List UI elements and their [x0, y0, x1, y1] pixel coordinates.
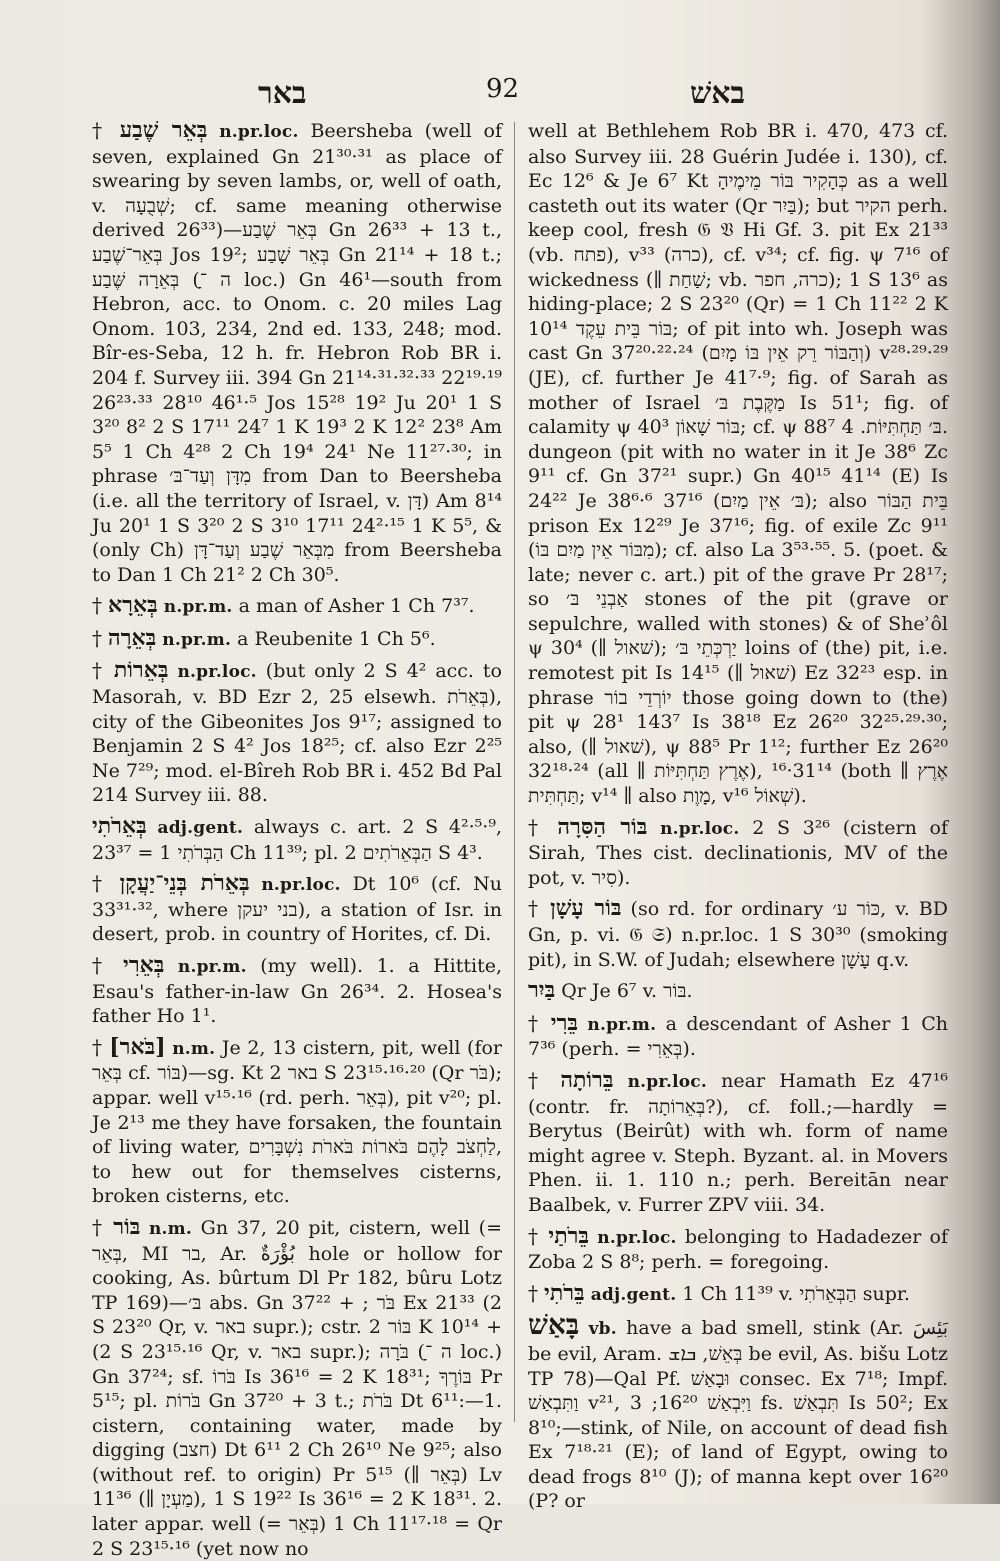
- headword: בֵּרוֹתָה: [560, 1066, 614, 1093]
- entry-body: Qr Je 6⁷ v. בּוֹר.: [561, 980, 693, 1003]
- lexicon-entry: [528, 1308, 949, 1514]
- entry-body: well at Bethlehem Rob BR i. 470, 473 cf. also Survey iii. 28 Guérin Judée i. 130), cf. Ec 12⁶ & Je 6⁷ Kt כְּהָקִיר בּוֹר מֵימֶיהָ as a well casteth out its water (Qr בַּיִר); but הקיר perh. keep cool, fresh 𝔊 𝔙 Hi Gf. 3. pit Ex 21³³ (vb. פתח), v³³ (כרה), cf. v³⁴; cf. fig. ψ 7¹⁶ of wickedness (∥ שַׁחַת; vb. כרה, חפר); 1 S 13⁶ as hiding-place; 2 S 23²⁰ (Qr) = 1 Ch 11²² 2 K 10¹⁴ בּוֹר בֵּית עֵקֶד; of pit into wh. Joseph was cast Gn 37²⁰·²²·²⁴ (וְהַבּוֹר רֵק אֵין בּוֹ מָיִם) v²⁸·²⁹·²⁹ (JE), cf. further Je 41⁷·⁹; fig. of Sarah as mother of Israel מַקֶּבֶת בּ׳ Is 51¹; fig. of calamity ψ 40³ בּוֹר שָׁאוֹן; cf. ψ 88⁷ בּ׳ תַּחְתִּיּוֹת. 4. dungeon (pit with no water in it Je 38⁶ Zc 9¹¹ cf. Gn 37²¹ supr.) Gn 40¹⁵ 41¹⁴ (E) Is 24²² Je 38⁶·⁶ 37¹⁶ (בּ׳ אֵין מַיִם); also בֵּית הַבּוֹר prison Ex 12²⁹ Je 37¹⁶; fig. of exile Zc 9¹¹ (מִבּוֹר אֵין מַיִם בּוֹ); cf. also La 3⁵³·⁵⁵. 5. (poet. & late; never c. art.) pit of the grave Pr 28¹⁷; so אַבְנֵי בּ׳ stones of the pit (grave or sepulchre, walled with stones) & of Sheʾôl ψ 30⁴ (∥ שׁאול); יַרְכְּתֵי בּ׳ loins of (the) pit, i.e. remotest pit Is 14¹⁵ (∥ שׁאול) Ez 32²³ esp. in phrase יוֹרְדֵי בוֹר those going down to (the) pit ψ 28¹ 143⁷ Is 38¹⁸ Ez 26²⁰ 32²⁵·²⁹·³⁰; also, (∥ שׁאול), ψ 88⁵ Pr 1¹²; further Ez 26²⁰ 32¹⁸·²⁴ (all ∥ אֶרֶץ תַּחְתִּיּוֹת), 31¹⁴·¹⁶ (both ∥ אֶרֶץ תַּחְתִּית; v¹⁴ ∥ also מָוֶת, v¹⁶ שְׁאוֹל).: [528, 120, 949, 808]
- entry-body: Dt 10⁶ (cf. Nu 33³¹·³², where בני יעקן), a station of Isr. in desert, prob. in country of Horites, cf. Di.: [92, 873, 503, 946]
- lexicon-entry: [92, 658, 502, 808]
- dagger-mark: †: [528, 814, 545, 839]
- entry-body: a man of Asher 1 Ch 7³⁷.: [238, 595, 475, 618]
- lexicon-entry: [528, 118, 948, 809]
- grammar-label: n.m.: [172, 1038, 216, 1059]
- grammar-label: adj.gent.: [157, 818, 244, 839]
- left-column: [92, 117, 503, 1560]
- dagger-mark: †: [528, 1280, 538, 1305]
- grammar-label: adj.gent.: [590, 1284, 677, 1305]
- headword: בְּאֵרֹתִי: [92, 813, 147, 840]
- grammar-label: n.pr.loc.: [219, 122, 299, 142]
- entry-body: Gn 37, 20 pit, cistern, well (= בְּאֵר, MI בר, Ar. بُؤْرَةٌ hole or hollow for cooking, As. bûrtum Dl Pr 182, bûru Lotz TP 169)—בּ׳ abs. Gn 37²² + ; בֹּר Ex 21³³ (2 S 23²⁰ Qr, v. באר supr.); cstr. בּוֹר 2 K 10¹⁴ + (2 S 23¹⁵·¹⁶ Qr, v. באר supr.); בֹּרָה (ה ־ָ loc.) Gn 37²⁴; sf. בֹּרוֹ Is 36¹⁶ = 2 K 18³¹; בּוֹרֶךָ Pr 5¹⁵; pl. בֹּרוֹת Gn 37²⁰ + 3 t.; בֹּרֹת Dt 6¹¹:—1. cistern, containing water, made by digging (חצב) Dt 6¹¹ 2 Ch 26¹⁰ Ne 9²⁵; also (without ref. to origin) Pr 5¹⁵ (∥ בְּאֵר) Lv 11³⁶ (∥ מַעְיָן), 1 S 19²² Is 36¹⁶ = 2 K 18³¹. 2. later appar. well (= בְּאֵר) 1 Ch 11¹⁷·¹⁸ = Qr 2 S 23¹⁵·¹⁶ (yet now no: [92, 1216, 502, 1560]
- headword: בְּאֵר שֶׁבַע: [119, 117, 208, 143]
- lexicon-entry: [528, 1224, 948, 1275]
- dagger-mark: †: [92, 625, 102, 650]
- dagger-mark: †: [92, 1034, 103, 1059]
- entry-body: 2 S 3²⁶ (cistern of Sirah, Thes cist. declinationis, MV of the pot, v. סִיר).: [528, 816, 949, 889]
- entry-body: Je 2, 13 cistern, pit, well (for בְּאֵר cf. בּוֹר)—sg. Kt באר 2 S 23¹⁵·¹⁶·²⁰ (Qr בֹּר); appar. well v¹⁵·¹⁶ (rd. perh. בְּאֵר), pit v²⁰; pl. Je 2¹³ me they have forsaken, the fountain of living water, לַחְצֹב לָהֶם בֹּארוֹת בֹּארֹת נִשְׁבָּרִים, to hew out for themselves cisterns, broken cisterns, etc.: [92, 1036, 503, 1208]
- lexicon-entry: [92, 626, 502, 653]
- lexicon-entry: [528, 1011, 948, 1062]
- grammar-label: n.pr.loc.: [261, 875, 341, 896]
- lexicon-entry: [528, 815, 948, 891]
- dagger-mark: †: [92, 118, 108, 142]
- lexicon-entry: [92, 871, 502, 947]
- headword: בְּאֵרוֹת: [113, 657, 169, 684]
- entry-body: near Hamath Ez 47¹⁶ (contr. fr. בְּאֵרוֹתָה?), cf. foll.;—hardly = Berytus (Beirût) with wh. form of name might agree v. Steph. Byzant. al. in Movers Phen. ii. 1. 110 n.; perh. Bereitān near Baalbek, v. Furrer ZPV viii. 34.: [528, 1069, 949, 1216]
- lexicon-entry: [528, 978, 948, 1005]
- headword: בּוֹר עָשָׁן: [550, 895, 622, 922]
- grammar-label: n.pr.m.: [162, 629, 232, 650]
- headword: בָּאַשׁ: [528, 1308, 580, 1342]
- headword: בֵּרֹתִי: [544, 1279, 585, 1306]
- lexicon-entry: [528, 1068, 948, 1218]
- entry-body: have a bad smell, stink (Ar. بَئِسَ be evil, Aram. בְּאֵשׁ, ܒܐܫ be evil, As. bišu Lotz TP 78)—Qal Pf. וּבָאַשׁ consec. Ex 7¹⁸; Impf. וַתִּבְאַשׁ v²¹, וַיִּבְאַשׁ 16²⁰; 3 fs. תִּבְאַשׁ Is 50²; Ex 8¹⁰;—stink, of Nile, on account of dead fish Ex 7¹⁸·²¹ (E); of land of Egypt, owing to dead frogs 8¹⁰ (J); of manna kept over 16²⁰ (P? or: [528, 1317, 949, 1513]
- lexicon-entry: [92, 1215, 502, 1561]
- headword: בְּאֵרָא: [108, 592, 158, 619]
- headword: בַּיִר: [528, 977, 556, 1004]
- grammar-label: n.pr.m.: [163, 597, 233, 618]
- entry-body: (so rd. for ordinary כּוֹר ע׳, v. BD Gn, p. vi. 𝔊 𝔖) n.pr.loc. 1 S 30³⁰ (smoking pit), in S.W. of Judah; elsewhere עָשָׁן q.v.: [528, 898, 948, 971]
- grammar-label: n.pr.loc.: [660, 818, 740, 839]
- entry-body: a descendant of Asher 1 Ch 7³⁶ (perh. = בְּאֵרִי).: [528, 1012, 949, 1061]
- entry-body: (but only 2 S 4² acc. to Masorah, v. BD Ezr 2, 25 elsewh. בְּאֵרֹת), city of the Gibeonites Jos 9¹⁷; assigned to Benjamin 2 S 4² Jos 18²⁵; cf. also Ezr 2²⁵ Ne 7²⁹; mod. el-Bîreh Rob BR i. 452 Bd Pal 214 Survey iii. 88.: [92, 660, 502, 807]
- lexicon-entry: [528, 1281, 948, 1308]
- lexicon-entry: [92, 953, 502, 1029]
- dagger-mark: †: [528, 1067, 547, 1092]
- lexicon-entry: [92, 1035, 502, 1209]
- grammar-label: n.pr.loc.: [597, 1227, 677, 1248]
- dagger-mark: †: [528, 1223, 541, 1248]
- dagger-mark: †: [528, 896, 542, 921]
- grammar-label: n.pr.m.: [177, 957, 247, 977]
- headword: בּוֹר הַסִּרָה: [557, 813, 648, 840]
- grammar-label: n.pr.loc.: [627, 1071, 707, 1092]
- right-guide-word: באשׁ: [690, 76, 745, 111]
- headword: בֵּרִי: [550, 1009, 578, 1036]
- headword: בּוֹר: [113, 1213, 141, 1240]
- dagger-mark: †: [92, 953, 110, 977]
- dagger-mark: †: [92, 593, 102, 618]
- dagger-mark: †: [92, 871, 108, 896]
- lexicon-entry: [92, 593, 502, 620]
- headword: בְּאֵרֹת בְּנֵי־יַעֲקָן: [119, 870, 250, 897]
- grammar-label: n.pr.m.: [587, 1014, 657, 1035]
- grammar-label: vb.: [588, 1319, 617, 1340]
- entry-body: always c. art. 2 S 4²·⁵·⁹, 23³⁷ = הַבְּרֹתִי 1 Ch 11³⁹; pl. הַבְּאֵרֹתִים 2 S 4³.: [92, 816, 502, 864]
- headword: בֵּרֹתַי: [548, 1222, 590, 1249]
- dagger-mark: †: [92, 1214, 105, 1239]
- lexicon-entry: [92, 814, 502, 865]
- column-divider: [514, 122, 515, 1422]
- lexicon-entry: [528, 896, 948, 972]
- entry-body: 1 Ch 11³⁹ v. הַבְּאֵרֹתִי supr.: [682, 1282, 910, 1305]
- grammar-label: n.pr.loc.: [177, 662, 257, 683]
- page-number: 92: [486, 74, 520, 104]
- headword: בְּאֵרִי: [123, 952, 165, 978]
- running-header: [0, 72, 1000, 112]
- dagger-mark: †: [528, 1010, 542, 1035]
- right-column: [528, 118, 949, 1513]
- left-guide-word: באר: [258, 76, 307, 111]
- headword: [בֹּאר]: [109, 1033, 166, 1060]
- grammar-label: n.m.: [148, 1218, 192, 1239]
- entry-body: belonging to Hadadezer of Zoba 2 S 8⁸; perh. = foregoing.: [528, 1225, 949, 1274]
- lexicon-entry: [92, 118, 502, 587]
- entry-body: a Reubenite 1 Ch 5⁶.: [237, 627, 436, 650]
- entry-body: (my well). 1. a Hittite, Esau's father-in-law Gn 26³⁴. 2. Hosea's father Ho 1¹.: [92, 955, 503, 1028]
- entry-body: Beersheba (well of seven, explained Gn 21³⁰·³¹ as place of swearing by seven lambs, or, well of oath, v. שְׁבֻעָה; cf. same meaning otherwise derived 26³³)—בְּאֵר שֶׁבַע Gn 26³³ + 13 t., בְּאֵר־שֶׁבַע Jos 19²; בְּאֵר שָׁבַע Gn 21¹⁴ + 18 t.; בְּאֵרָה שֶּׁבַע (ה ־ָ loc.) Gn 46¹—south from Hebron, acc. to Onom. c. 20 miles Lag Onom. 103, 234, 2nd ed. 133, 248; mod. Bîr-es-Seba, 12 h. fr. Hebron Rob BR i. 204 f. Survey iii. 394 Gn 21¹⁴·³¹·³²·³³ 22¹⁹·¹⁹ 26²³·³³ 28¹⁰ 46¹·⁵ Jos 15²⁸ 19² Ju 20¹ 1 S 3²⁰ 8² 2 S 17¹¹ 24⁷ 1 K 19³ 2 K 12² 23⁸ Am 5⁵ 1 Ch 4²⁸ 2 Ch 19⁴ 24¹ Ne 11²⁷·³⁰; in phrase מִדָּן וְעַד־בּ׳ from Dan to Beersheba (i.e. all the territory of Israel, v. דָּן) Am 8¹⁴ Ju 20¹ 1 S 3²⁰ 2 S 3¹⁰ 17¹¹ 24²·¹⁵ 1 K 5⁵, & (only Ch) מִבְּאֵר שֶׁבַע וְעַד־דָּן from Beersheba to Dan 1 Ch 21² 2 Ch 30⁵.: [92, 120, 503, 586]
- headword: בְּאֵרָה: [108, 624, 157, 651]
- dagger-mark: †: [92, 658, 105, 683]
